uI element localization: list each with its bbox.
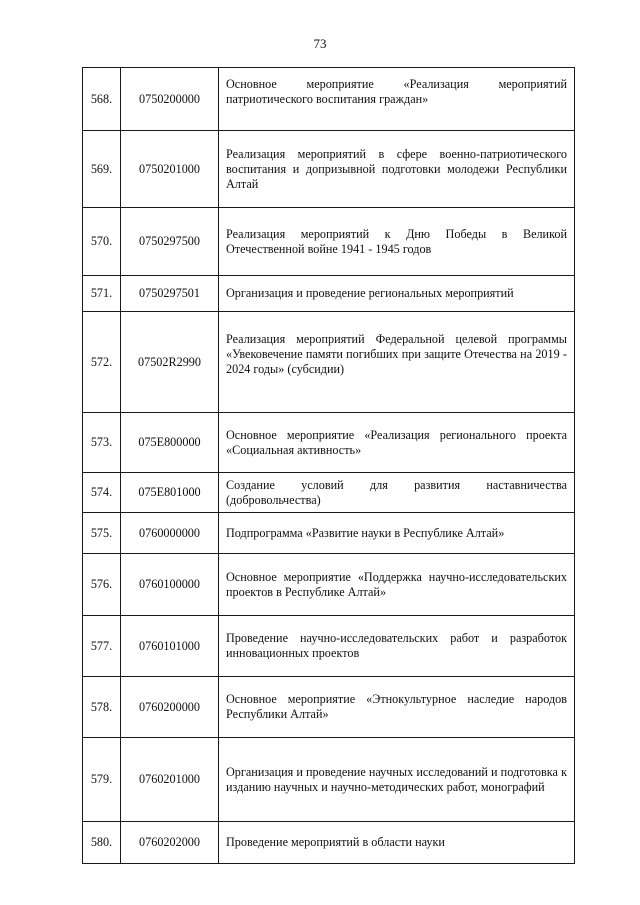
row-description-text: Проведение научно-исследовательских работ и разработок инновационных проектов xyxy=(226,631,567,660)
table-row xyxy=(83,513,575,554)
row-number: 574. xyxy=(83,473,121,513)
table-row xyxy=(83,276,575,312)
page-number: 73 xyxy=(313,36,327,51)
row-description xyxy=(219,822,575,864)
row-description-text: Проведение мероприятий в области науки xyxy=(226,835,445,849)
table-row xyxy=(83,473,575,513)
table-row xyxy=(83,131,575,208)
row-description-text: Организация и проведение научных исследований и подготовка к изданию научных и научно-методических работ, монографий xyxy=(226,764,567,794)
row-number: 568. xyxy=(83,68,121,131)
row-number: 569. xyxy=(83,131,121,208)
row-description-text: Реализация мероприятий Федеральной целевой программы «Увековечение памяти погибших при защите Отечества на 2019 - 2024 годы» (субсидии) xyxy=(226,331,567,376)
row-number: 580. xyxy=(83,822,121,864)
row-code: 0760200000 xyxy=(121,677,219,738)
row-number: 579. xyxy=(83,738,121,822)
row-code: 0750297500 xyxy=(121,208,219,276)
table-row xyxy=(83,616,575,677)
row-description xyxy=(219,413,575,473)
row-description xyxy=(219,677,575,738)
row-description xyxy=(219,208,575,276)
row-description-text: Реализация мероприятий к Дню Победы в Великой Отечественной войне 1941 - 1945 годов xyxy=(226,226,567,256)
row-description xyxy=(219,68,575,131)
table-row xyxy=(83,738,575,822)
row-description xyxy=(219,554,575,616)
row-description xyxy=(219,312,575,413)
row-number: 577. xyxy=(83,616,121,677)
row-description-text: Основное мероприятие «Этнокультурное наследие народов Республики Алтай» xyxy=(226,692,567,721)
table-row xyxy=(83,312,575,413)
row-description xyxy=(219,738,575,822)
row-description-text: Реализация мероприятий в сфере военно-патриотического воспитания и допризывной подготовки молодежи Республики Алтай xyxy=(226,146,567,191)
row-code: 0760100000 xyxy=(121,554,219,616)
table-row xyxy=(83,208,575,276)
row-number: 572. xyxy=(83,312,121,413)
row-description-text: Создание условий для развития наставничества (добровольчества) xyxy=(226,477,567,507)
row-description xyxy=(219,131,575,208)
row-description-text: Организация и проведение региональных мероприятий xyxy=(226,286,514,300)
table-row xyxy=(83,68,575,131)
row-description xyxy=(219,276,575,312)
row-code: 07502R2990 xyxy=(121,312,219,413)
table-row xyxy=(83,822,575,864)
row-description-text: Основное мероприятие «Поддержка научно-исследовательских проектов в Республике Алтай» xyxy=(226,569,567,599)
row-description xyxy=(219,513,575,554)
table-row xyxy=(83,554,575,616)
row-code: 0750297501 xyxy=(121,276,219,312)
row-code: 0750201000 xyxy=(121,131,219,208)
row-code: 0750200000 xyxy=(121,68,219,131)
row-description-text: Основное мероприятие «Реализация мероприятий патриотического воспитания граждан» xyxy=(226,77,567,106)
row-number: 578. xyxy=(83,677,121,738)
row-code: 075E800000 xyxy=(121,413,219,473)
table-row xyxy=(83,413,575,473)
row-description-text: Подпрограмма «Развитие науки в Республике Алтай» xyxy=(226,525,505,540)
row-description-text: Основное мероприятие «Реализация регионального проекта «Социальная активность» xyxy=(226,427,567,457)
row-code: 0760000000 xyxy=(121,513,219,554)
row-code: 0760201000 xyxy=(121,738,219,822)
row-number: 575. xyxy=(83,513,121,554)
row-number: 570. xyxy=(83,208,121,276)
row-code: 0760101000 xyxy=(121,616,219,677)
row-number: 573. xyxy=(83,413,121,473)
row-description xyxy=(219,616,575,677)
row-number: 571. xyxy=(83,276,121,312)
row-description xyxy=(219,473,575,513)
row-code: 0760202000 xyxy=(121,822,219,864)
budget-classification-table xyxy=(82,67,575,864)
row-code: 075E801000 xyxy=(121,473,219,513)
row-number: 576. xyxy=(83,554,121,616)
table-row xyxy=(83,677,575,738)
